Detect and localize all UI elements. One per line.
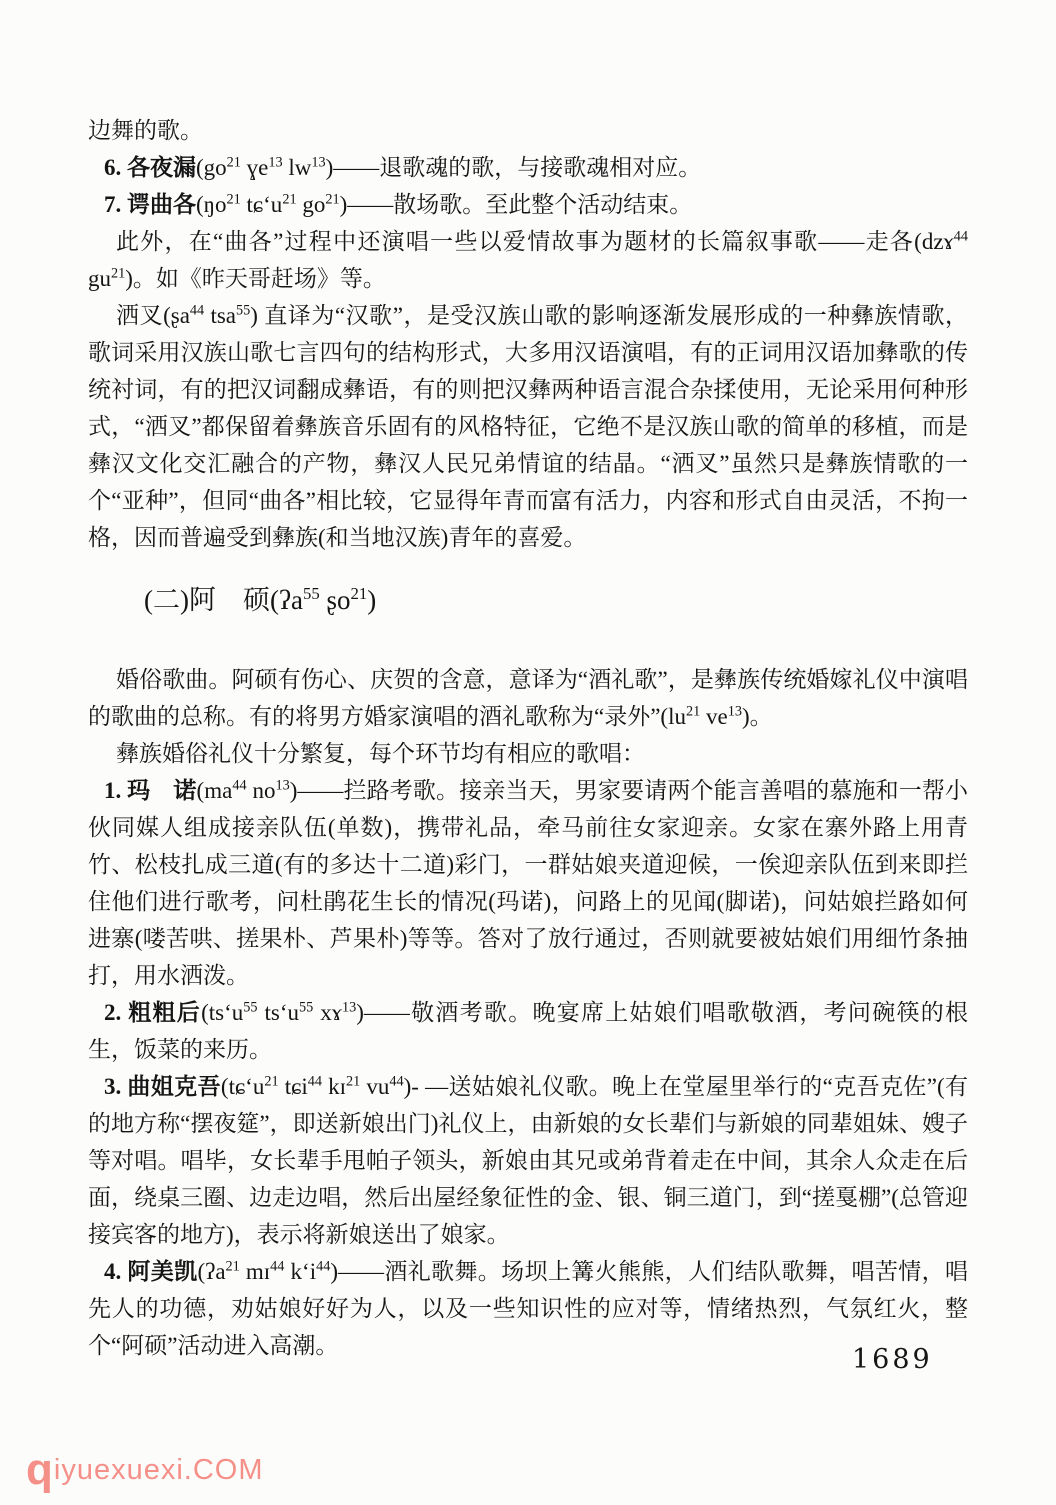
watermark-domain: .COM [183, 1454, 264, 1486]
paragraph: 洒叉(ʂa$^{44}$ tsa$^{55}$) 直译为“汉歌”，是受汉族山歌的影响逐渐发展形成的一种彝族情歌，歌词采用汉族山歌七言四句的结构形式，大多用汉语演唱，有的正词用汉语加彝歌的传统衬词，有的把汉词翻成彝语，有的则把汉彝两种语言混合杂揉使用，无论采用何种形式，“洒叉”都保留着彝族音乐固有的风格特征，它绝不是汉族山歌的简单的移植，而是彝汉文化交汇融合的产物，彝汉人民兄弟情谊的结晶。“洒叉”虽然只是彝族情歌的一个“亚种”，但同“曲各”相比较，它显得年青而富有活力，内容和形式自由灵活，不拘一格，因而普遍受到彝族(和当地汉族)青年的喜爱。 [88, 302, 969, 550]
watermark-body: iyuexuexi [53, 1454, 184, 1486]
paragraph: 7. 谔曲各($ŋo^{21}$ $tɕ‘u^{21}$ $go^{21})——$散场歌。至此整个活动结束。 [104, 191, 693, 217]
paragraph: 此外，在“曲各”过程中还演唱一些以爱情故事为题材的长篇叙事歌——走各(dzɤ$^{44}$ $gu^{21}$)。如《昨天哥赶场》等。 [88, 228, 968, 291]
paragraph: 婚俗歌曲。阿硕有伤心、庆贺的含意，意译为“酒礼歌”，是彝族传统婚嫁礼仪中演唱的歌曲的总称。有的将男方婚家演唱的酒礼歌称为“录外$”(lu^{21}$ $ve^{13}$)。 [88, 667, 968, 729]
paragraph: 6. 各夜漏($go^{21}$ ɣe$^{13}$ $lw^{13})——$退歌魂的歌，与接歌魂相对应。 [104, 154, 702, 180]
paragraph: 1. 玛 诺($ma^{44}$ $no^{13})——$拦路考歌。接亲当天，男家要请两个能言善唱的慕施和一帮小伙同媒人组成接亲队伍(单数)，携带礼品，牵马前往女家迎亲。女家在寨外路上用青竹、松枝扎成三道(有的多达十二道)彩门，一群姑娘夹道迎候，一俟迎亲队伍到来即拦住他们进行歌考，问杜鹃花生长的情况(玛诺)，问路上的见闻(脚诺)，问姑娘拦路如何进寨(喽苦哄、搓果朴、芦果朴)等等。答对了放行通过，否则就要被姑娘们用细竹条抽打，用水洒泼。 [88, 777, 969, 988]
watermark-lead: q [26, 1445, 54, 1494]
paragraph: 4. 阿美凯(ʔa$^{21}$ mɪ$^{44}$ $k‘i^{44})——$酒礼歌舞。场坝上篝火熊熊，人们结队歌舞，唱苦情，唱先人的功德，劝姑娘好好为人，以及一些知识性的应对等，情绪热烈，气氛红火，整个“阿硕”活动进入高潮。 [88, 1258, 968, 1358]
paragraph: 2. 粗粗后($ts‘u^{55}$ $ts‘u^{55}$ xɤ$^{13}$)——敬酒考歌。晚宴席上姑娘们唱歌敬酒，考问碗筷的根生，饭菜的来历。 [88, 999, 968, 1062]
paragraph: 3. 曲姐克吾($tɕ‘u^{21}$ tɕi$^{44}$ kɪ$^{21}$ $vu^{44})-$ —送姑娘礼仪歌。晚上在堂屋里举行的“克吾克佐”(有的地方称“摆夜筵”，即送新娘出门)礼仪上，由新娘的女长辈们与新娘的同辈姐妹、嫂子等对唱。唱毕，女长辈手甩帕子领头，新娘由其兄或弟背着走在中间，其余人众走在后面，绕桌三圈、边走边唱，然后出屋经象征性的金、银、铜三道门，到“搓戛棚”(总管迎接宾客的地方)，表示将新娘送出了娘家。 [88, 1073, 968, 1247]
page-number: 1689 [852, 1344, 933, 1375]
paragraph: 彝族婚俗礼仪十分繁复，每个环节均有相应的歌唱： [116, 741, 645, 766]
page-text [88, 112, 968, 1364]
watermark [26, 1445, 264, 1494]
section-heading: (二)阿 硕(ʔa$^{55}$ ʂo$^{21}$) [144, 584, 377, 615]
paragraph: 边舞的歌。 [88, 118, 203, 143]
